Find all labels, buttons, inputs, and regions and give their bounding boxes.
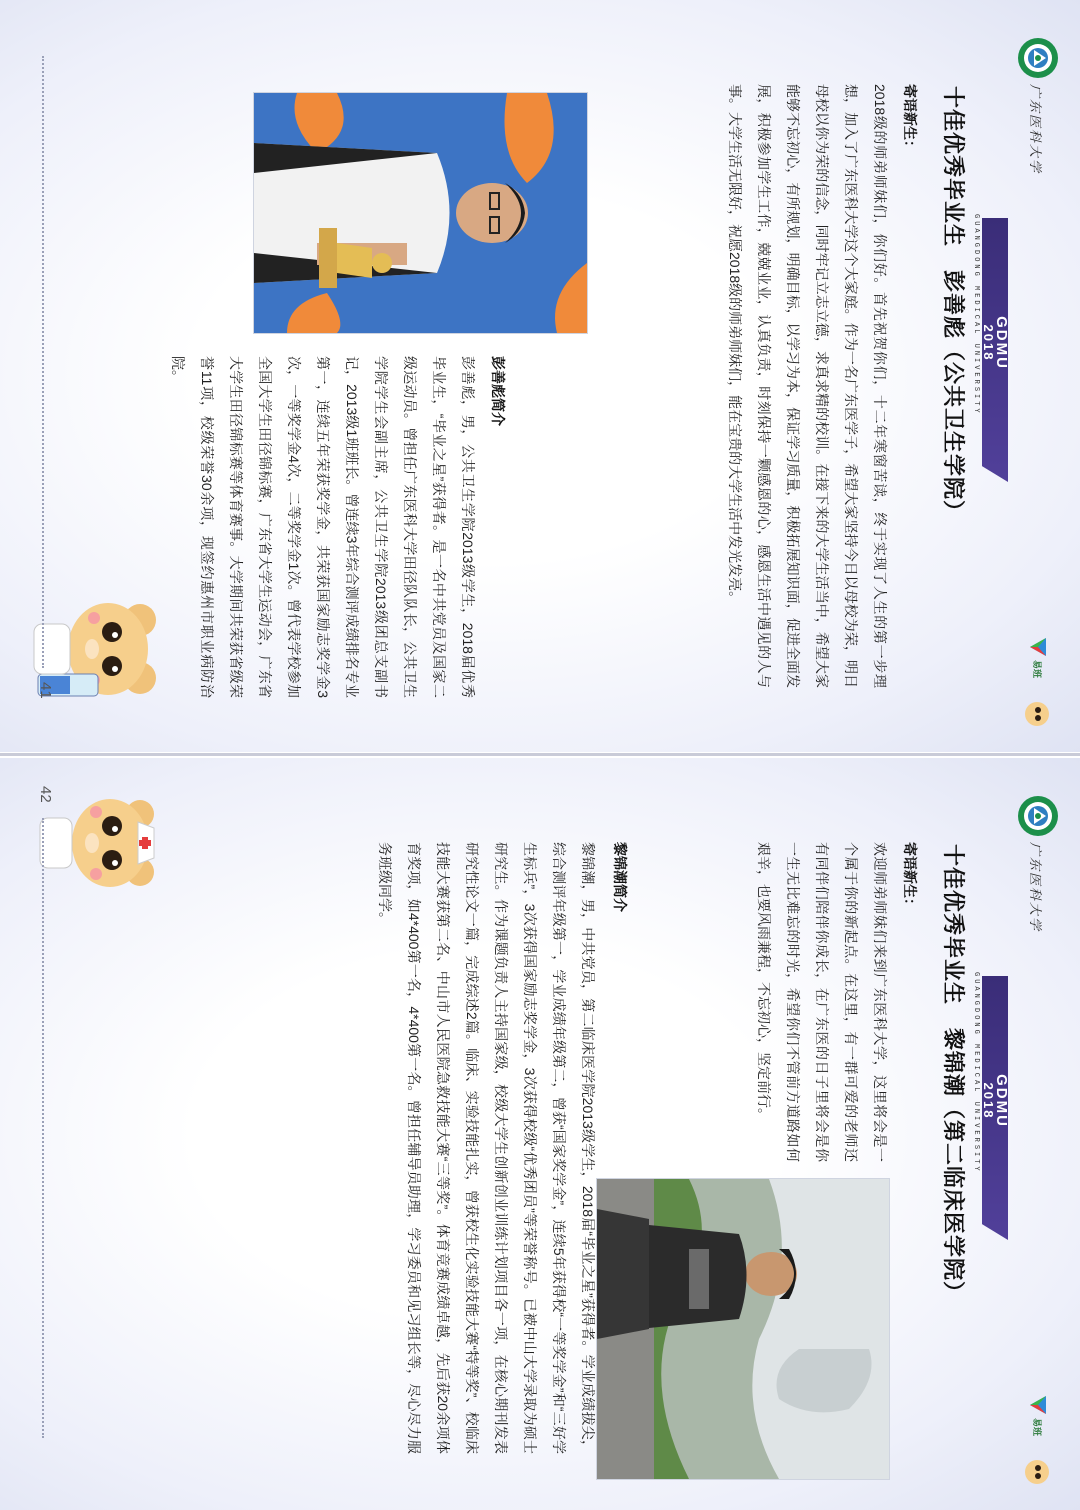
banner-subtitle: GUANGDONG MEDICAL UNIVERSITY bbox=[972, 972, 980, 1174]
bio-text: 彭善彪，男，公共卫生学院2013级学生，2018届优秀毕业生，“毕业之星”获得者。是一名中共党员及国家二级运动员。曾担任广东医科大学田径队队长，公共卫生学院学生会副主席，公共卫生学院2013级团总支副书记，2013级1班班长。曾连续3年综合测评成绩排名专业第一，连续五年荣获奖学金，共荣获国家励志奖学金3次，一等奖学金4次，二等奖学金1次。曾代表学校参加全国大学生田径锦标赛，广东省大学生运动会，广东省大学生田径锦标赛等体育赛事。大学期间共荣获省级荣誉11项，校级荣誉30余项，现签约惠州市职业病防治院。 bbox=[170, 356, 476, 698]
message-label: 寄语新生： bbox=[902, 84, 918, 154]
gdmu-banner bbox=[982, 976, 1008, 1240]
bear-nurse-mascot-icon bbox=[38, 788, 168, 898]
page-41 bbox=[0, 0, 1080, 752]
page-41-content bbox=[0, 0, 1080, 752]
page-42 bbox=[0, 758, 1080, 1510]
gdmu-banner bbox=[982, 218, 1008, 482]
university-logo-icon bbox=[1016, 794, 1060, 838]
graduate-photo bbox=[596, 1178, 890, 1480]
banner-code: GDMU bbox=[993, 316, 1010, 370]
yiban-logo-icon bbox=[1028, 636, 1050, 658]
footer-dotted-line bbox=[41, 56, 44, 668]
page-number: 42 bbox=[37, 786, 54, 803]
banner-subtitle: GUANGDONG MEDICAL UNIVERSITY bbox=[972, 214, 980, 416]
bio-text: 黎锦潮，男，中共党员，第二临床医学院2013级学生，2018届“毕业之星”获得者。学业成绩拔尖，综合测评年级第一，学业成绩年级第二，曾获“国家奖学金”，连续5年获得校“一等奖学金”和“三好学生标兵”，3次获得国家励志奖学金，3次获得校级“优秀团员”等荣誉称号。已被中山大学录取为硕士研究生。作为课题负责人主持国家级，校级大学生创新创业训练计划项目各一项，在核心期刊发表研究性论文一篇，完成综述2篇。临床、实验技能扎实，曾获校生化实验技能大赛“特等奖”、校临床技能大赛获第二名、中山市人民医院急救技能大赛“三等奖”。体育竞赛成绩卓越，先后获20余项体育奖项，如4*400第一名，4*400第一名。曾担任辅导员助理，学习委员和见习组长等，尽心尽力服务班级同学。 bbox=[377, 842, 596, 1454]
message-text: 2018级的师弟师妹们，你们好。首先祝贺你们，十二年寒窗苦读，终于实现了人生的第一步理想，加入了广东医科大学这个大家庭。作为一名广东医学子，希望大家坚持今日以母校为荣，明日母校以你为荣的信念，同时牢记立志立德，求真求精的校训。在接下来的大学生活当中，希望大家能够不忘初心，有所规划，明确目标，以学习为本，保证学习质量，积极拓展知识面，促进全面发展，积极参加学生工作，兢兢业业，认真负责，时刻保持一颗感恩的心，感恩生活中遇见的人与事。大学生活无限好，祝愿2018级的师弟师妹们，能在宝贵的大学生活中发光发亮。 bbox=[727, 84, 888, 688]
banner-code: GDMU bbox=[993, 1074, 1010, 1128]
yiban-brand: 易班 bbox=[1032, 660, 1042, 679]
graduate-photo bbox=[253, 92, 588, 334]
banner-year: 2018 bbox=[981, 1082, 996, 1120]
small-bear-icon bbox=[1024, 700, 1052, 728]
message-text: 欢迎师弟师妹们来到广东医科大学，这里将会是一个属于你的新起点。在这里，有一群可爱的老师还有同伴们陪伴你成长，在广东医的日子里将会是你一生无比难忘的时光，希望你们不管前方道路如何艰辛，也要风雨兼程，不忘初心，坚定前行。 bbox=[756, 842, 888, 1162]
university-logo-icon bbox=[1016, 36, 1060, 80]
page-title: 十佳优秀毕业生 彭善彪（公共卫生学院） bbox=[941, 86, 966, 524]
footer-dotted-line bbox=[41, 818, 44, 1438]
yiban-brand: 易班 bbox=[1032, 1418, 1042, 1437]
yiban-logo-icon bbox=[1028, 1394, 1050, 1416]
banner-year: 2018 bbox=[981, 324, 996, 362]
school-name: 广东医科大学 bbox=[1027, 84, 1042, 175]
small-bear-icon bbox=[1024, 1458, 1052, 1486]
bio-label: 黎锦潮简介 bbox=[612, 842, 628, 912]
page-42-content bbox=[0, 758, 1080, 1510]
page-title: 十佳优秀毕业生 黎锦潮（第二临床医学院） bbox=[941, 844, 966, 1305]
page-divider bbox=[0, 753, 1080, 756]
message-label: 寄语新生： bbox=[902, 842, 918, 912]
page-number: 41 bbox=[37, 682, 54, 699]
bio-label: 彭善彪简介 bbox=[490, 356, 506, 426]
school-name: 广东医科大学 bbox=[1027, 842, 1042, 933]
